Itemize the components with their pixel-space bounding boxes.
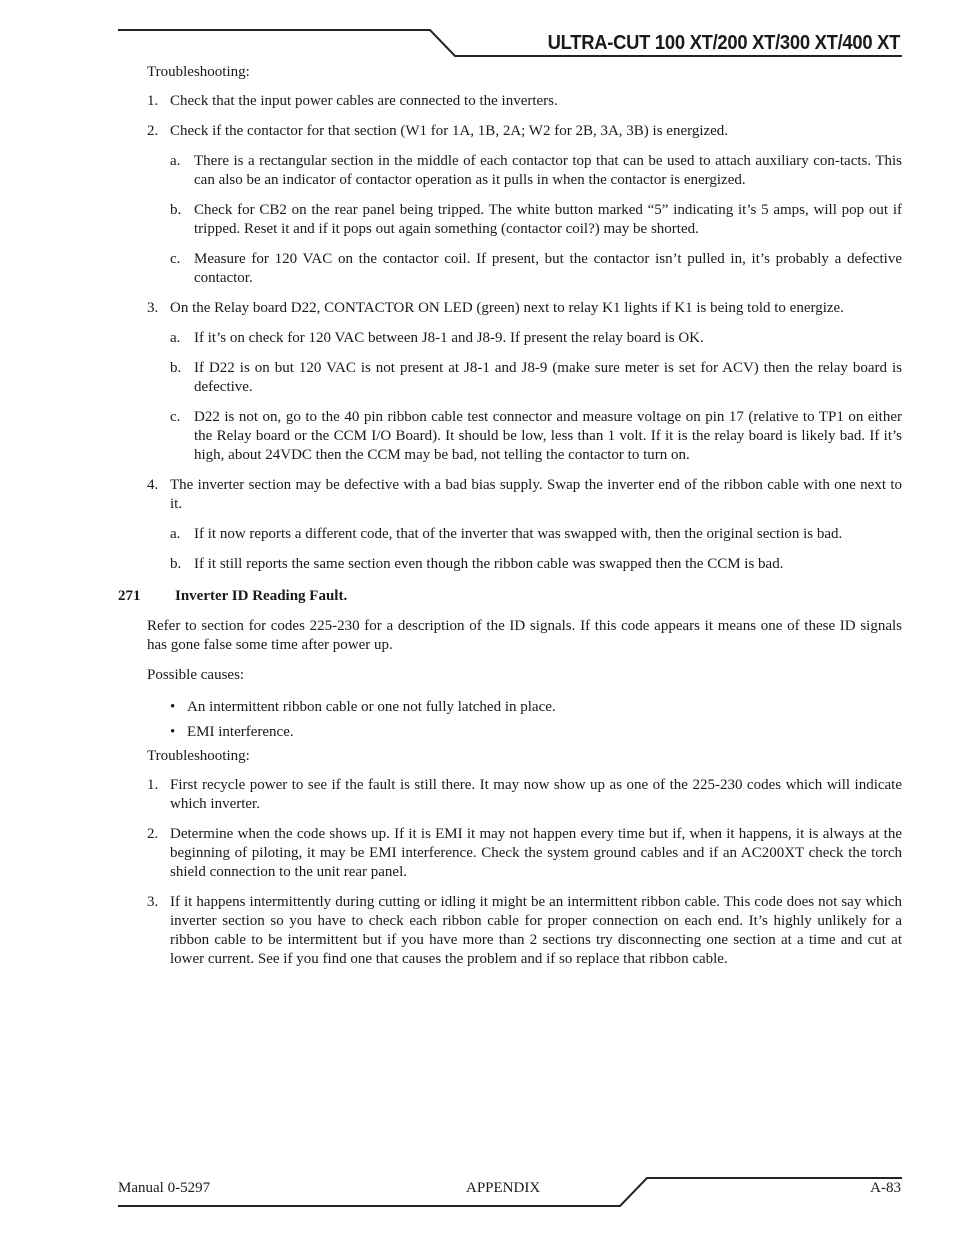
- item-letter: b.: [170, 556, 182, 572]
- item-text: If D22 is on but 120 VAC is not present at J8-1 and J8-9 (make sure meter is set for ACV) then the relay board is defective.: [194, 360, 902, 395]
- list-item: [118, 92, 902, 111]
- page-body: [118, 63, 902, 969]
- item-letter: a.: [170, 330, 181, 346]
- item-number: 4.: [147, 477, 159, 493]
- item-text: Determine when the code shows up. If it is EMI it may not happen every time but if, when it happens, it is always at the beginning of piloting, it may be EMI interference. Check the system ground cables and if an AC200XT check the torch shield connection to the unit rear panel.: [170, 826, 902, 880]
- troubleshooting-label: Troubleshooting:: [147, 64, 250, 80]
- footer-manual: Manual 0-5297: [118, 1180, 211, 1196]
- footer-section: APPENDIX: [466, 1180, 541, 1196]
- sub-list-item: [118, 359, 902, 397]
- section-description: Refer to section for codes 225-230 for a description of the ID signals. If this code appears it means one of these ID signals has gone false some time after power up.: [147, 618, 902, 653]
- bullet-item: [118, 723, 902, 742]
- bullet-dot: •: [170, 699, 176, 715]
- item-text: The inverter section may be defective with a bad bias supply. Swap the inverter end of the ribbon cable with one next to it.: [170, 477, 902, 512]
- section-code: 271: [118, 588, 141, 604]
- item-text: Check for CB2 on the rear panel being tripped. The white button marked “5” indicating it’s 5 amps, will pop out if tripped. Reset it and if it pops out again something (contactor coil?) may be shorted.: [194, 202, 902, 237]
- item-text: If it’s on check for 120 VAC between J8-1 and J8-9. If present the relay board is OK.: [194, 330, 704, 346]
- section-title: Inverter ID Reading Fault.: [175, 588, 348, 604]
- item-letter: b.: [170, 360, 182, 376]
- section-heading: [118, 587, 902, 606]
- item-text: An intermittent ribbon cable or one not fully latched in place.: [187, 699, 556, 715]
- item-text: On the Relay board D22, CONTACTOR ON LED (green) next to relay K1 lights if K1 is being told to energize.: [170, 300, 844, 316]
- item-text: If it happens intermittently during cutting or idling it might be an intermittent ribbon cable. This code does not say which inverter section so you have to check each ribbon cable for proper connection on each end. It’s highly unlikely for a ribbon cable to be intermittent but if you have more than 2 sections try disconnecting one section at a time and cut at lower current. See if you find one that causes the problem and if so replace that ribbon cable.: [170, 894, 902, 967]
- item-letter: c.: [170, 409, 181, 425]
- item-text: D22 is not on, go to the 40 pin ribbon cable test connector and measure voltage on pin 17 (relative to TP1 on either the Relay board or the CCM I/O Board). It should be low, less than 1 volt. If it is the relay board is likely bad. If it’s high, about 24VDC then the CCM may be bad, not telling the contactor to turn on.: [194, 409, 902, 463]
- item-text: EMI interference.: [187, 724, 294, 740]
- troubleshooting-label: Troubleshooting:: [147, 748, 250, 764]
- item-text: If it now reports a different code, that of the inverter that was swapped with, then the original section is bad.: [194, 526, 843, 542]
- item-letter: b.: [170, 202, 182, 218]
- item-text: First recycle power to see if the fault is still there. It may now show up as one of the 225-230 codes which will indicate which inverter.: [170, 777, 902, 812]
- item-letter: c.: [170, 251, 181, 267]
- sub-list-item: [118, 408, 902, 465]
- item-text: There is a rectangular section in the middle of each contactor top that can be used to attach auxiliary con-tacts. This can also be an indicator of contactor operation as it pulls in when the contactor is energized.: [194, 153, 902, 188]
- list-item: [118, 776, 902, 814]
- list-item: [118, 122, 902, 141]
- list-item: [118, 476, 902, 514]
- causes-label: Possible causes:: [147, 667, 245, 683]
- sub-list-item: [118, 201, 902, 239]
- bullet-dot: •: [170, 724, 176, 740]
- sub-list-item: [118, 525, 902, 544]
- list-item: [118, 825, 902, 882]
- sub-list-item: [118, 555, 902, 574]
- item-text: Check if the contactor for that section (W1 for 1A, 1B, 2A; W2 for 2B, 3A, 3B) is energized.: [170, 123, 729, 139]
- list-item: [118, 299, 902, 318]
- item-letter: a.: [170, 526, 181, 542]
- item-number: 2.: [147, 123, 159, 139]
- list-item: [118, 893, 902, 969]
- item-text: Check that the input power cables are connected to the inverters.: [170, 93, 558, 109]
- header-title: ULTRA-CUT 100 XT/200 XT/300 XT/400 XT: [547, 32, 900, 54]
- sub-list-item: [118, 152, 902, 190]
- item-number: 3.: [147, 894, 159, 910]
- item-text: Measure for 120 VAC on the contactor coil. If present, but the contactor isn’t pulled in, it’s probably a defective contactor.: [194, 251, 902, 286]
- item-letter: a.: [170, 153, 181, 169]
- item-number: 1.: [147, 777, 159, 793]
- bullet-item: [118, 698, 902, 717]
- item-number: 1.: [147, 93, 159, 109]
- sub-list-item: [118, 329, 902, 348]
- item-text: If it still reports the same section even though the ribbon cable was swapped then the CCM is bad.: [194, 556, 784, 572]
- footer-page-number: A-83: [870, 1180, 901, 1196]
- item-number: 2.: [147, 826, 159, 842]
- item-number: 3.: [147, 300, 159, 316]
- sub-list-item: [118, 250, 902, 288]
